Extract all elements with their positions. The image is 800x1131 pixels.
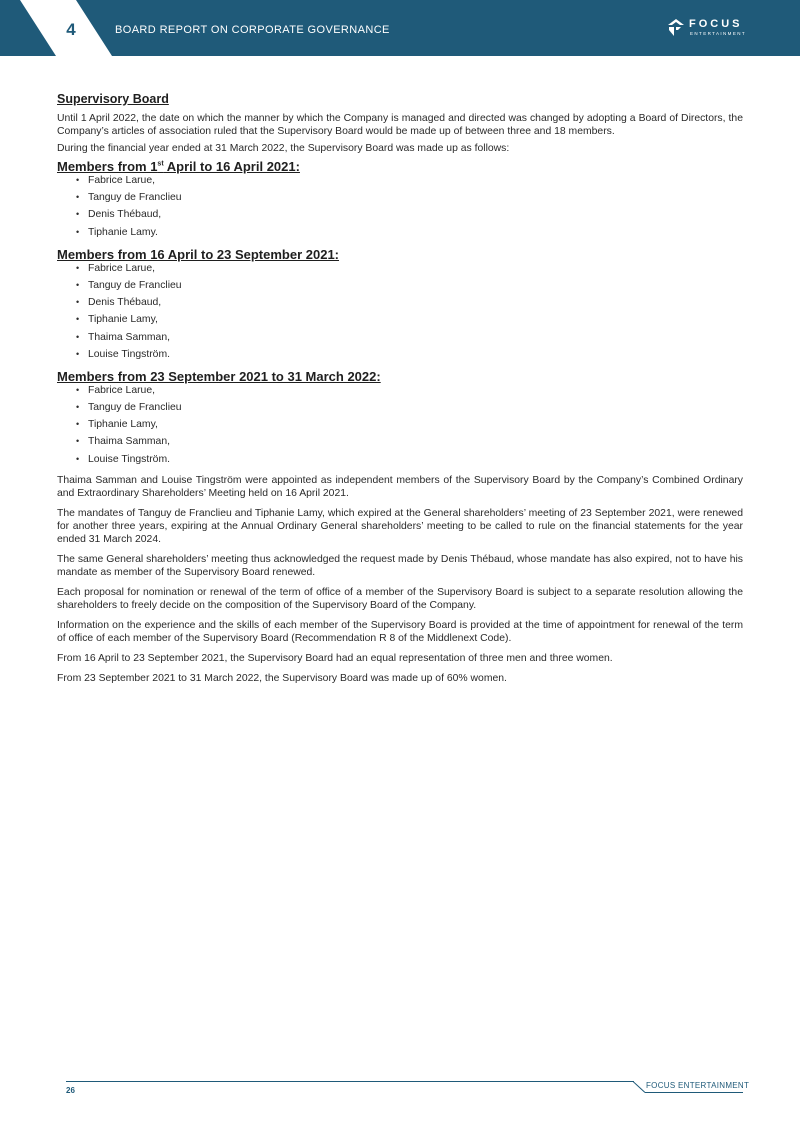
bullet-icon: • [76,453,80,464]
list-item: • Thaima Samman, [76,436,170,448]
footer-brand: FOCUS ENTERTAINMENT [646,1081,750,1090]
body-paragraph: The mandates of Tanguy de Franclieu and Tiphanie Lamy, which expired at the General shareholders’ meeting of 23 September 2021, were renewed for another three years, expiring at the Annual Ordinary General shareholders’ meeting to be called to rule on the financial statements for the year ended 31 March 2024. [57,507,743,545]
footer-divider [66,1081,634,1082]
body-paragraph: Thaima Samman and Louise Tingström were appointed as independent members of the Supervisory Board by the Company’s Combined Ordinary and Extraordinary Shareholders’ Meeting held on 16 April 2021. [57,474,743,499]
logo-subtitle: ENTERTAINMENT [690,31,747,36]
bullet-icon: • [76,226,80,237]
list-item: • Louise Tingström. [76,348,171,360]
list-item: • Tanguy de Franclieu [76,279,182,291]
header-title: BOARD REPORT ON CORPORATE GOVERNANCE [115,24,390,36]
list-item: • Tanguy de Franclieu [76,192,182,204]
list-item: • Louise Tingström. [76,453,171,465]
bullet-icon: • [76,262,80,273]
intro-paragraph: During the financial year ended at 31 March 2022, the Supervisory Board was made up as follows: [57,143,510,154]
list-item: • Fabrice Larue, [76,262,155,274]
list-item: • Tiphanie Lamy. [76,226,158,238]
body-paragraph: From 23 September 2021 to 31 March 2022, the Supervisory Board was made up of 60% women. [57,672,507,684]
logo-mark-icon [668,19,684,37]
list-item: • Fabrice Larue, [76,175,155,186]
body-paragraph: Each proposal for nomination or renewal of the term of office of a member of the Supervisory Board is subject to a separate resolution allowing the shareholders to freely decide on the composition of the Supervisory Board of the Company. [57,586,743,611]
bullet-icon: • [76,419,80,430]
list-item: • Thaima Samman, [76,331,170,343]
bullet-icon: • [76,384,80,395]
bullet-icon: • [76,175,80,185]
body-paragraph: From 16 April to 23 September 2021, the Supervisory Board had an equal representation of three men and three women. [57,652,613,664]
list-item: • Tanguy de Franclieu [76,402,182,414]
member-group-title: Members from 1st April to 16 April 2021: [57,159,300,174]
member-group [57,160,743,243]
page-header [0,0,800,56]
list-item: • Tiphanie Lamy, [76,419,158,431]
intro-paragraph: Until 1 April 2022, the date on which the manner by which the Company is managed and directed was changed by adopting a Board of Directors, the Company’s articles of association ruled that the Supervisory Board would be made up of between three and 18 members. [57,113,743,137]
company-logo [668,18,746,40]
chapter-tab-shape [0,0,120,56]
bullet-icon: • [76,314,80,325]
bullet-icon: • [76,436,80,447]
page-number: 26 [66,1086,75,1095]
chapter-number: 4 [66,20,76,39]
logo-word: FOCUS [689,18,743,30]
section-title: Supervisory Board [57,92,169,106]
list-item: • Denis Thébaud, [76,297,162,309]
bullet-icon: • [76,192,80,203]
body-paragraph: The same General shareholders’ meeting thus acknowledged the request made by Denis Thébaud, whose mandate has also expired, not to have his mandate as member of the Supervisory Board renewed. [57,553,743,578]
member-list [57,174,743,243]
bullet-icon: • [76,331,80,342]
member-group-title: Members from 16 April to 23 September 2021: [57,246,340,262]
document-body [57,93,743,692]
list-item: • Fabrice Larue, [76,384,155,396]
member-group-title: Members from 23 September 2021 to 31 March 2022: [57,368,381,384]
body-paragraph: Information on the experience and the skills of each member of the Supervisory Board is provided at the time of appointment for renewal of the term of office of each member of the Supervisory Board (Recommendation R 8 of the Middlenext Code). [57,619,743,644]
member-list [57,262,743,365]
list-item: • Tiphanie Lamy, [76,314,158,326]
bullet-icon: • [76,279,80,290]
bullet-icon: • [76,402,80,413]
footer-divider [645,1092,743,1093]
bullet-icon: • [76,348,80,359]
bullet-icon: • [76,297,80,308]
member-list [57,384,743,470]
list-item: • Denis Thébaud, [76,209,162,221]
member-group [57,248,743,365]
member-group [57,370,743,470]
bullet-icon: • [76,209,80,220]
